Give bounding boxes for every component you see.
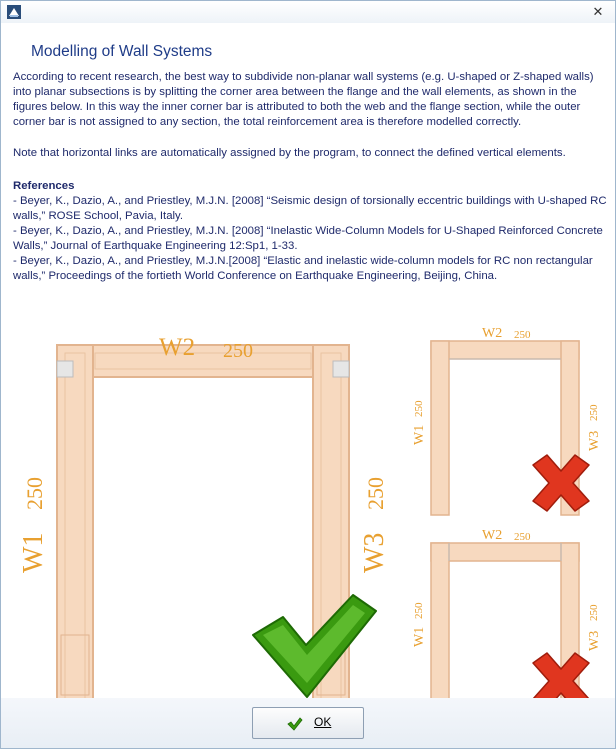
app-icon [6, 4, 22, 20]
tr-w2-dim: 250 [514, 329, 531, 341]
tr-w1-dim: 250 [413, 400, 425, 417]
dialog-content [1, 23, 615, 698]
br-w1-dim: 250 [413, 602, 425, 619]
tr-w3-label: W3 [587, 430, 602, 451]
reference-item: - Beyer, K., Dazio, A., and Priestley, M.J.N.[2008] “Elastic and inelastic wide-column models for RC non rectangular walls,” Proceedings of the fortieth World Conference on Earthquake Engineering, Beijing, China. [13, 255, 593, 282]
page-title: Modelling of Wall Systems [31, 43, 213, 60]
title-bar [1, 1, 615, 23]
main-w2-label: W2 [159, 334, 196, 361]
references-section [13, 179, 608, 284]
ok-button[interactable] [252, 707, 364, 739]
main-w2-dim: 250 [223, 340, 253, 362]
reference-item: - Beyer, K., Dazio, A., and Priestley, M.J.N. [2008] “Seismic design of torsionally eccentric buildings with U-shaped RC walls,” ROSE School, Pavia, Italy. [13, 195, 607, 222]
tr-w2-label: W2 [482, 326, 503, 341]
br-w3-label: W3 [587, 630, 602, 651]
check-icon [287, 717, 303, 731]
button-bar [1, 698, 615, 748]
br-w2-dim: 250 [514, 531, 531, 543]
br-w1-label: W1 [412, 626, 427, 647]
main-w1-label: W1 [18, 532, 49, 573]
close-button[interactable]: ✕ [592, 4, 604, 19]
main-w1-dim: 250 [22, 477, 47, 510]
wall-systems-figure [1, 305, 615, 710]
main-w3-label: W3 [359, 532, 390, 573]
tr-w1-label: W1 [412, 424, 427, 445]
references-heading: References [13, 180, 75, 192]
br-w2-label: W2 [482, 528, 503, 543]
note-paragraph: Note that horizontal links are automatically assigned by the program, to connect the defined vertical elements. [13, 147, 566, 159]
ok-button-label: OK [314, 715, 332, 729]
tr-w3-dim: 250 [588, 404, 600, 421]
intro-paragraph: According to recent research, the best way to subdivide non-planar wall systems (e.g. U-shaped or Z-shaped walls) into planar subsections is by splitting the corner area between the flange and the wall elements, as shown in the figures below. In this way the inner corner bar is attributed to both the web and the flange section, while the outer corner bar is not assigned to any section, the total reinforcement area is therefore modelled correctly. [13, 71, 594, 128]
br-w3-dim: 250 [588, 604, 600, 621]
main-w3-dim: 250 [363, 477, 388, 510]
reference-item: - Beyer, K., Dazio, A., and Priestley, M.J.N. [2008] “Inelastic Wide-Column Models for U-Shaped Reinforced Concrete Walls,” Journal of Earthquake Engineering 12:Sp1, 1-33. [13, 225, 603, 252]
